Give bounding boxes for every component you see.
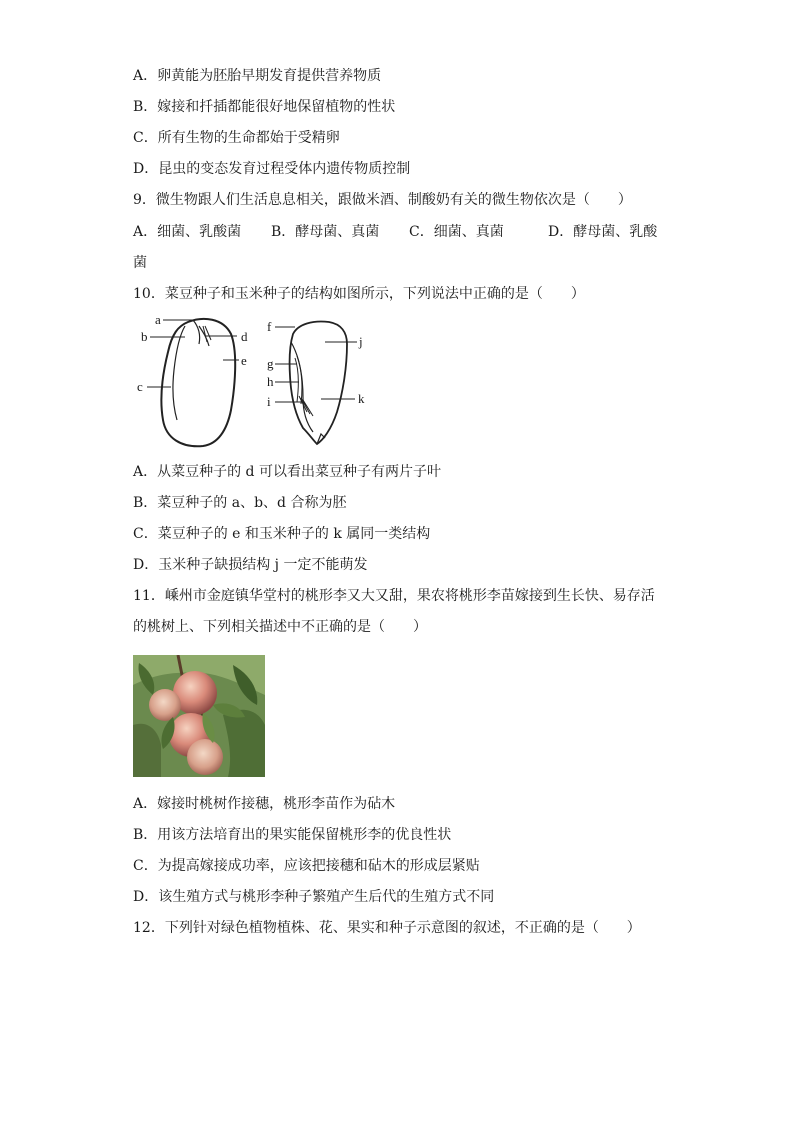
seed-structure-figure xyxy=(133,312,383,452)
q8-option-a: A．卵黄能为胚胎早期发育提供营养物质 xyxy=(133,68,382,84)
q9-option-d-wrap: 菌 xyxy=(133,255,147,271)
q9-option-b: B．酵母菌、真菌 xyxy=(271,224,380,240)
corn-seed-diagram xyxy=(267,319,365,444)
corn-label-h: h xyxy=(267,374,274,389)
q8-option-d: D．昆虫的变态发育过程受体内遗传物质控制 xyxy=(133,161,411,177)
q8-option-b: B．嫁接和扦插都能很好地保留植物的性状 xyxy=(133,99,396,115)
bean-seed-diagram xyxy=(137,312,248,446)
q10-stem: 10．菜豆种子和玉米种子的结构如图所示，下列说法中正确的是（ ） xyxy=(133,286,585,302)
peach-plum-photo xyxy=(133,655,265,777)
q10-option-a: A．从菜豆种子的 d 可以看出菜豆种子有两片子叶 xyxy=(133,464,441,480)
q9-option-a: A．细菌、乳酸菌 xyxy=(133,224,242,240)
q9-stem: 9．微生物跟人们生活息息相关，跟做米酒、制酸奶有关的微生物依次是（ ） xyxy=(133,192,632,208)
q10-option-b: B．菜豆种子的 a、b、d 合称为胚 xyxy=(133,495,347,511)
bean-label-b: b xyxy=(141,329,148,344)
q8-option-c: C．所有生物的生命都始于受精卵 xyxy=(133,130,340,146)
q12-stem: 12．下列针对绿色植物植株、花、果实和种子示意图的叙述，不正确的是（ ） xyxy=(133,920,641,936)
q11-stem-line2: 的桃树上、下列相关描述中不正确的是（ ） xyxy=(133,619,427,635)
corn-label-j: j xyxy=(359,334,363,349)
q10-option-d: D．玉米种子缺损结构 j 一定不能萌发 xyxy=(133,557,368,573)
corn-label-g: g xyxy=(267,356,274,371)
corn-label-i: i xyxy=(267,394,271,409)
corn-label-f: f xyxy=(267,319,272,334)
bean-label-c: c xyxy=(137,379,143,394)
q9-option-c: C．细菌、真菌 xyxy=(409,224,504,240)
q11-option-b: B．用该方法培育出的果实能保留桃形李的优良性状 xyxy=(133,827,452,843)
q11-option-d: D．该生殖方式与桃形李种子繁殖产生后代的生殖方式不同 xyxy=(133,889,495,905)
bean-label-a: a xyxy=(155,312,161,327)
q11-option-a: A．嫁接时桃树作接穗，桃形李苗作为砧木 xyxy=(133,796,396,812)
bean-label-e: e xyxy=(241,353,247,368)
q9-option-d: D．酵母菌、乳酸 xyxy=(548,224,658,240)
corn-label-k: k xyxy=(358,391,365,406)
q9-options xyxy=(133,222,657,242)
q11-stem-line1: 11．嵊州市金庭镇华堂村的桃形李又大又甜，果农将桃形李苗嫁接到生长快、易存活 xyxy=(133,588,655,604)
q11-option-c: C．为提高嫁接成功率，应该把接穗和砧木的形成层紧贴 xyxy=(133,858,480,874)
q10-option-c: C．菜豆种子的 e 和玉米种子的 k 属同一类结构 xyxy=(133,526,431,542)
bean-label-d: d xyxy=(241,329,248,344)
